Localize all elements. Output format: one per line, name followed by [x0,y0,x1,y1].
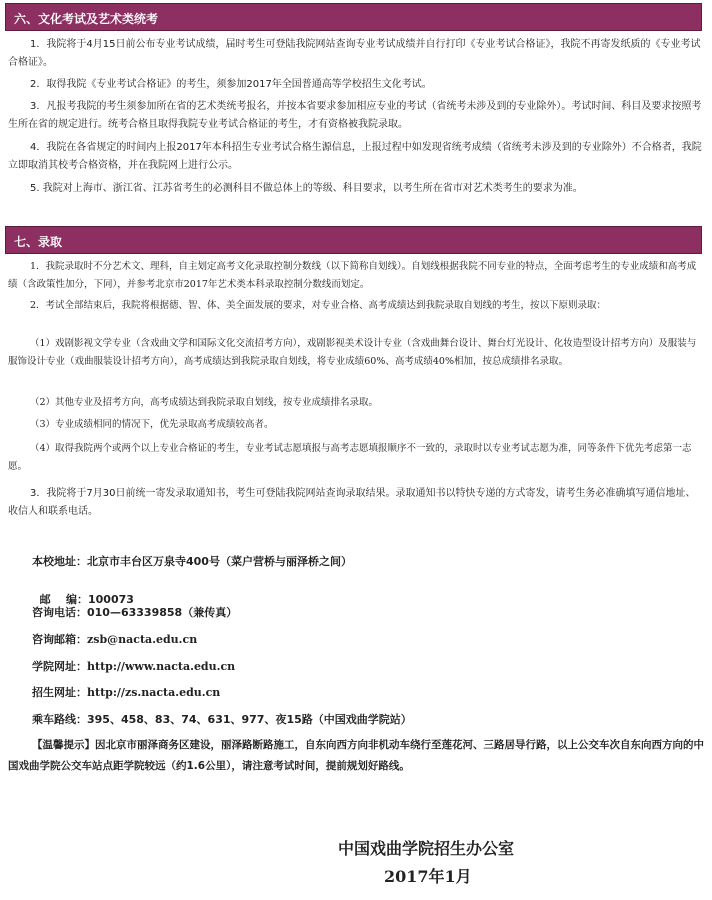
contact-label: 学院网址： [32,660,87,673]
contact-label: 邮 编： [39,593,88,606]
section-7-header [5,226,702,254]
s7-paragraph-5: （3）专业成绩相同的情况下，优先录取高考成绩较高者。 [30,419,274,430]
admission-site-link[interactable]: http://zs.nacta.edu.cn [87,686,221,699]
s6-paragraph-2: 2．取得我院《专业考试合格证》的考生，须参加2017年全国普通高等学校招生文化考试。 [30,79,432,90]
section-6-title: 六、文化考试及艺术类统考 [14,12,159,26]
s6-paragraph-1: 1．我院将于4月15日前公布专业考试成绩，届时考生可登陆我院网站查询专业考试成绩并自行打印《专业考试合格证》，我院不再寄发纸质的《专业考试合格证》。 [8,39,701,68]
contact-value: 010—63339858（兼传真） [87,606,238,619]
s6-paragraph-4: 4．我院在各省规定的时间内上报2017年本科招生专业考试合格生源信息，上报过程中如发现省统考成绩（省统考未涉及到的专业除外）不合格者，我院立即取消其校考合格资格，并在我院网上进行公示。 [8,142,702,171]
s7-paragraph-7: 3．我院将于7月30日前统一寄发录取通知书，考生可登陆我院网站查询录取结果。录取通知书以特快专递的方式寄发，请考生务必准确填写通信地址、收信人和联系电话。 [8,488,696,517]
contact-value: 100073 [88,593,134,606]
website-link[interactable]: http://www.nacta.edu.cn [87,660,236,673]
s7-paragraph-4: （2）其他专业及招考方向，高考成绩达到我院录取自划线，按专业成绩排名录取。 [30,397,379,408]
contact-label: 本校地址： [32,555,87,568]
signature-date: 2017年1月 [384,867,472,886]
s7-paragraph-1: 1．我院录取时不分艺术文、理科，自主划定高考文化录取控制分数线（以下简称自划线）。自划线根据我院不同专业的特点，全面考虑考生的专业成绩和高考成绩（含政策性加分，下同），并参考北京市2017年艺术类本科录取控制分数线而划定。 [8,261,697,290]
contact-admission-site [32,684,220,700]
contact-label: 咨询电话： [32,606,87,619]
s6-paragraph-5: 5. 我院对上海市、浙江省、江苏省考生的必测科目不做总体上的等级、科目要求，以考生所在省市对艺术类考生的要求为准。 [30,183,583,194]
contact-bus-routes [32,711,412,727]
section-6-header [5,3,702,31]
contact-email-link[interactable]: zsb@nacta.edu.cn [87,633,198,646]
contact-address [32,553,352,569]
s6-paragraph-3: 3．凡报考我院的考生须参加所在省的艺术类统考报名，并按本省要求参加相应专业的考试（省统考未涉及到的专业除外）。考试时间、科目及要求按照考生所在省的规定进行。统考合格且取得我院专业考试合格证的考生，才有资格被我院录取。 [8,101,702,130]
contact-label: 咨询邮箱： [32,633,87,646]
s7-paragraph-3: （1）戏剧影视文学专业（含戏曲文学和国际文化交流招考方向），戏剧影视美术设计专业（含戏曲舞台设计、舞台灯光设计、化妆造型设计招考方向）及服装与服饰设计专业（戏曲服装设计招考方向），高考成绩达到我院录取自划线，将专业成绩60%、高考成绩40%相加，按总成绩排名录取。 [8,338,697,367]
s7-paragraph-2: 2．考试全部结束后，我院将根据德、智、体、美全面发展的要求，对专业合格、高考成绩达到我院录取自划线的考生，按以下原则录取： [30,300,607,311]
warm-tip: 【温馨提示】因北京市丽泽商务区建设，丽泽路断路施工，自东向西方向非机动车绕行至莲花河、三路居导行路，以上公交车次自东向西方向的中国戏曲学院公交车站点距学院较远（约1.6公里），请注意考试时间，提前规划好路线。 [8,739,704,772]
contact-value: 395、458、83、74、631、977、夜15路（中国戏曲学院站） [87,713,412,726]
contact-phone [32,604,237,620]
contact-postcode [32,578,134,607]
s7-paragraph-6: （4）取得我院两个或两个以上专业合格证的考生，专业考试志愿填报与高考志愿填报顺序不一致的，录取时以专业考试志愿为准，同等条件下优先考虑第一志愿。 [8,443,692,472]
contact-label: 招生网址： [32,686,87,699]
contact-email [32,631,197,647]
section-7-title: 七、录取 [14,235,63,249]
signature-office: 中国戏曲学院招生办公室 [338,839,515,858]
contact-value: 北京市丰台区万泉寺400号（菜户营桥与丽泽桥之间） [87,555,352,568]
contact-website [32,658,235,674]
contact-label: 乘车路线： [32,713,87,726]
